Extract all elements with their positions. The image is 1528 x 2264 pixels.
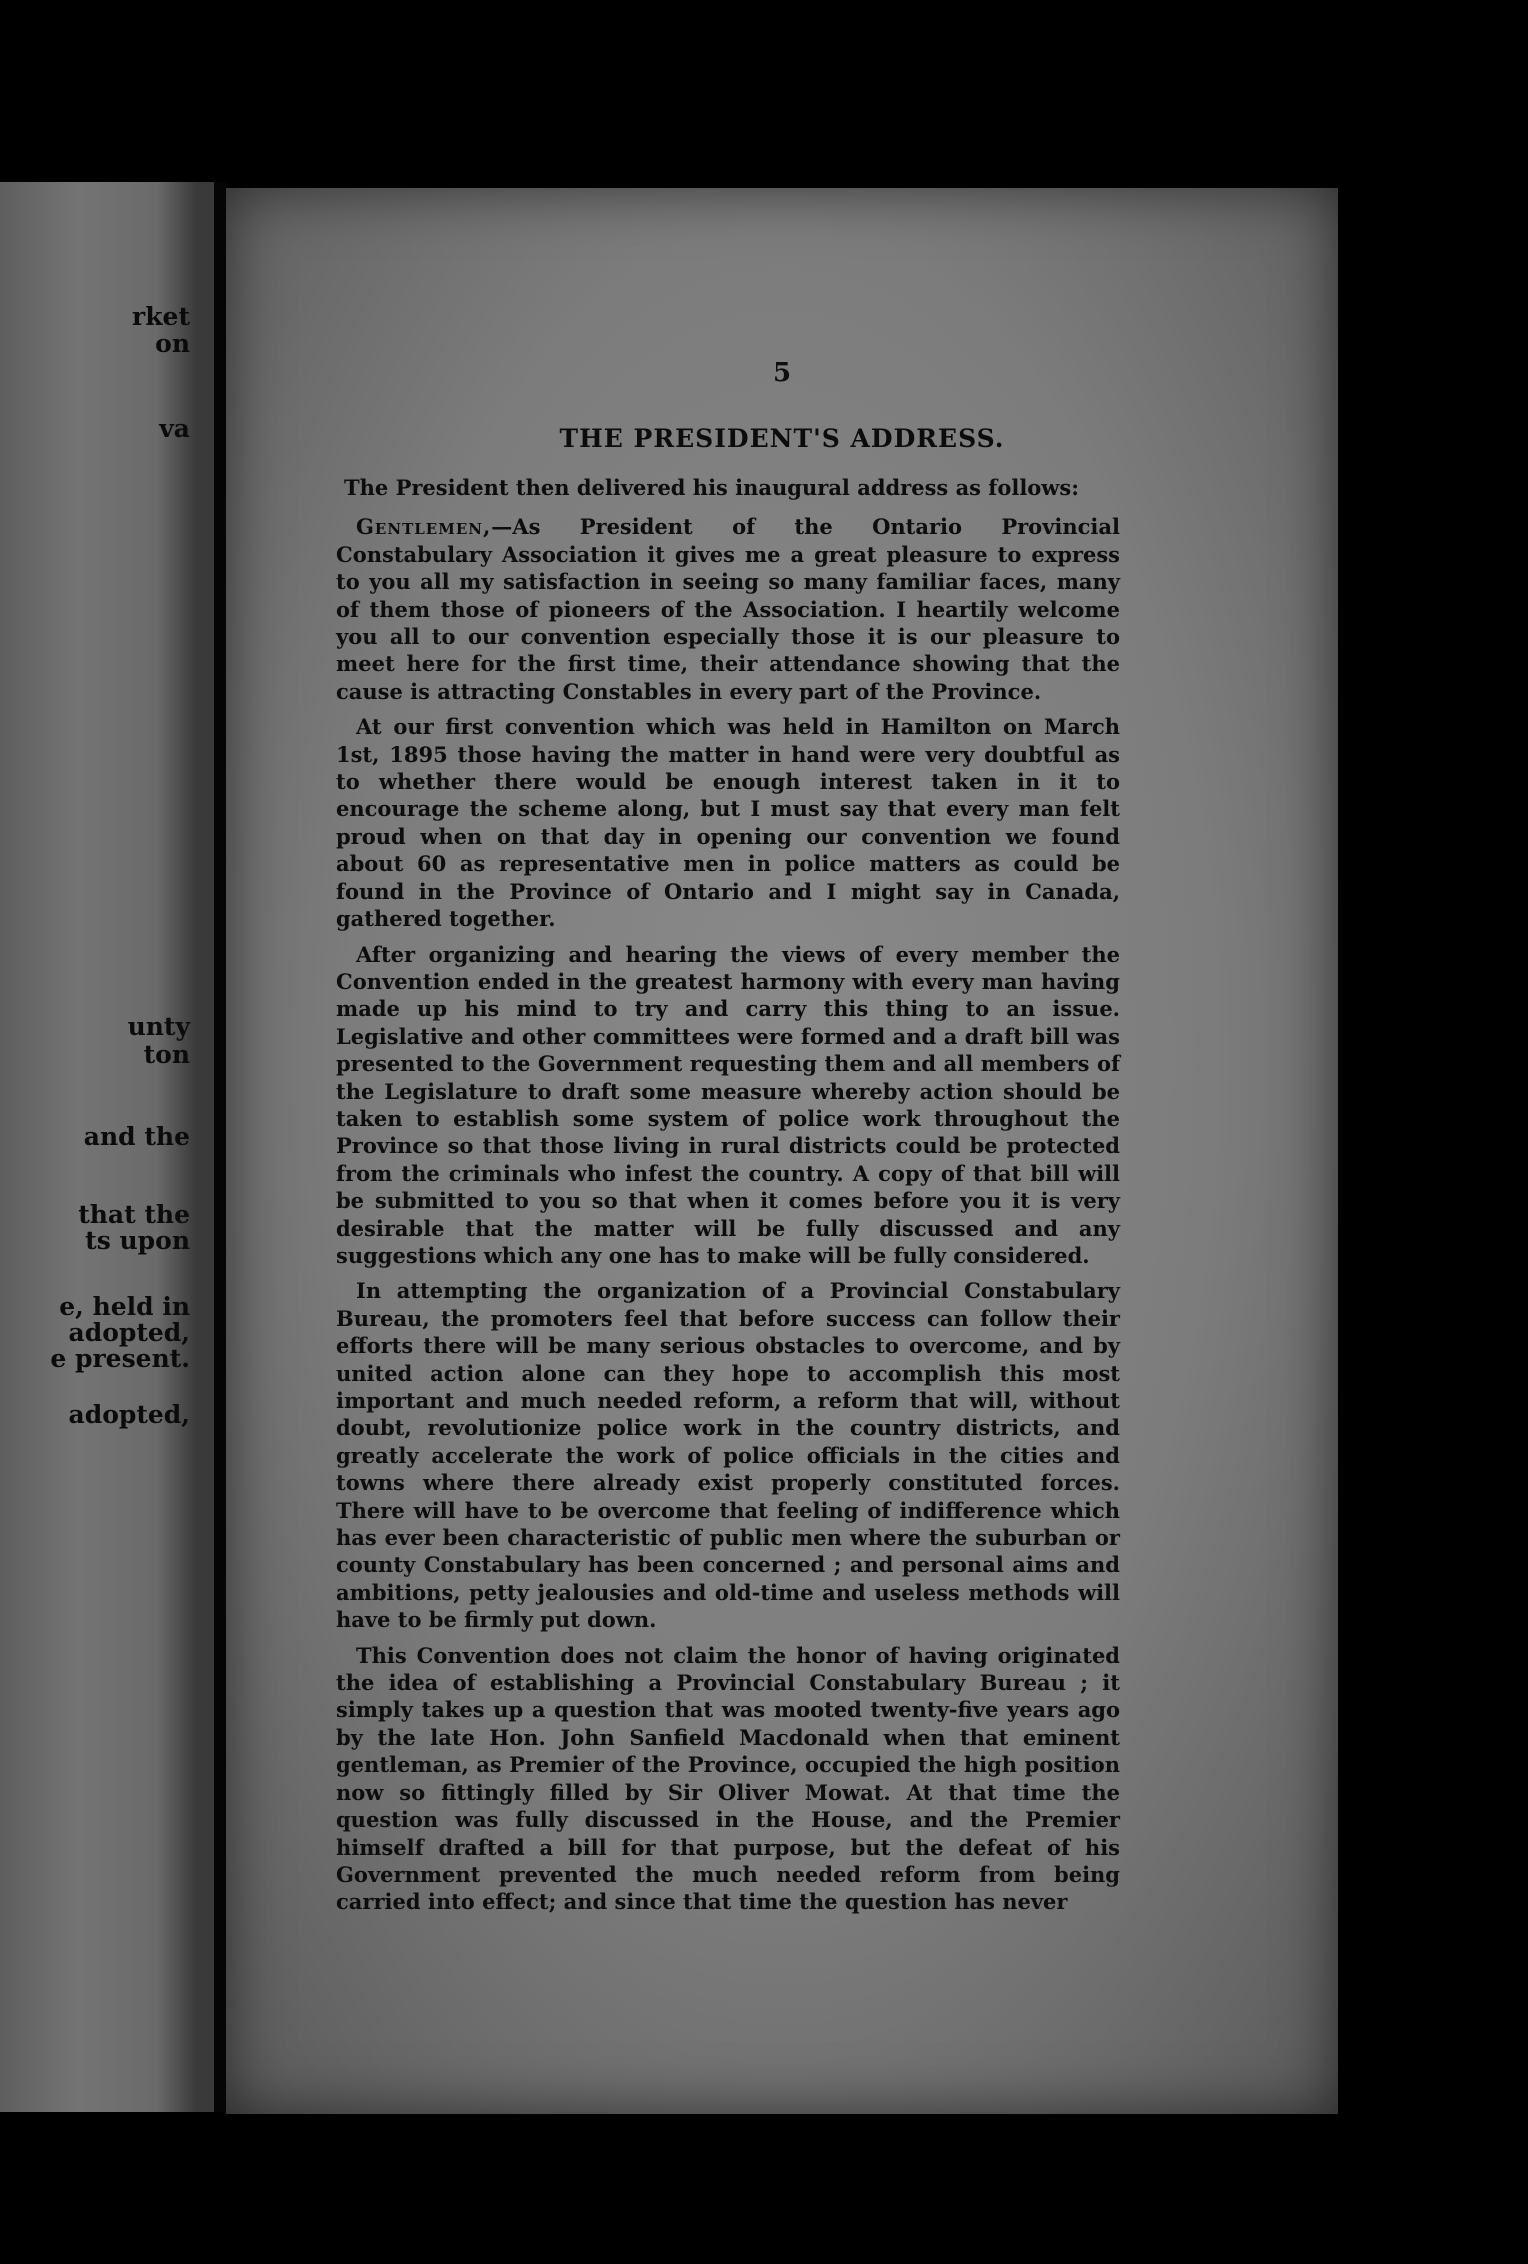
left-page-text-fragment: on: [155, 329, 190, 358]
left-page-text-fragment: ts upon: [85, 1226, 190, 1255]
left-page-text-fragment: va: [159, 414, 190, 443]
main-page: [226, 188, 1338, 2114]
left-page-text-fragment: ton: [143, 1040, 190, 1069]
left-page-text-fragment: adopted,: [68, 1318, 190, 1347]
intro-line: The President then delivered his inaugural address as follows:: [344, 475, 1079, 500]
gutter-shadow: [196, 182, 214, 2112]
left-page-text-fragment: rket: [132, 302, 190, 331]
paragraph-2: At our first convention which was held in Hamilton on March 1st, 1895 those having the matter in hand were very doubtful as to whether there would be enough interest taken in it to encourage the scheme along, but I must say that every man felt proud when on that day in opening our convention we found about 60 as representative men in police matters as could be found in the Province of Ontario and I might say in Canada, gathered together.: [336, 714, 1120, 932]
left-page-text-fragment: that the: [78, 1200, 190, 1229]
salutation: Gentlemen,: [356, 514, 492, 540]
section-title: THE PRESIDENT'S ADDRESS.: [559, 424, 1005, 453]
left-page-text-fragment: adopted,: [68, 1400, 190, 1429]
paragraph-4: In attempting the organization of a Provincial Constabulary Bureau, the promoters feel that before success can follow their efforts there will be many serious obstacles to overcome, and by united action alone can they hope to accomplish this most important and much needed reform, a reform that will, without doubt, revolutionize police work in the country districts, and greatly accelerate the work of police officials in the cities and towns where there already exist properly constituted forces. There will have to be overcome that feeling of indifference which has ever been characteristic of public men where the suburban or county Constabulary has been concerned ; and personal aims and ambitions, petty jealousies and old-time and useless methods will have to be firmly put down.: [336, 1278, 1120, 1633]
left-page-fragment: [0, 182, 196, 2112]
left-page-text-fragment: unty: [127, 1012, 190, 1041]
left-page-text-fragment: e present.: [50, 1344, 190, 1373]
page-number: 5: [772, 358, 792, 388]
left-page-text-fragment: and the: [83, 1122, 190, 1151]
paragraph-5: This Convention does not claim the honor of having originated the idea of establishing a Provincial Constabulary Bureau ; it simply takes up a question that was mooted twenty-five years ago by the late Hon. John Sanfield Macdonald when that eminent gentleman, as Premier of the Province, occupied the high position now so fittingly filled by Sir Oliver Mowat. At that time the question was fully discussed in the House, and the Premier himself drafted a bill for that purpose, but the defeat of his Government prevented the much needed reform from being carried into effect; and since that time the question has never: [336, 1642, 1120, 1915]
left-page-text-fragment: e, held in: [59, 1292, 190, 1321]
gutter-line: [214, 182, 226, 2112]
paragraph-3: After organizing and hearing the views of every member the Convention ended in the greatest harmony with every man having made up his mind to try and carry this thing to an issue. Legislative and other committees were formed and a draft bill was presented to the Government requesting them and all members of the Legislature to draft some measure whereby action should be taken to establish some system of police work throughout the Province so that those living in rural districts could be protected from the criminals who infest the country. A copy of that bill will be submitted to you so that when it comes before you it is very desirable that the matter will be fully discussed and any suggestions which any one has to make will be fully considered.: [336, 941, 1120, 1268]
paragraph-1: [336, 513, 1120, 705]
body-text: [336, 474, 1120, 1924]
paragraph-1-text: —As President of the Ontario Provincial Constabulary Association it gives me a great pleasure to express to you all my satisfaction in seeing so many familiar faces, many of them those of pioneers of the Association. I heartily welcome you all to our convention especially those it is our pleasure to meet here for the first time, their attendance showing that the cause is attracting Constables in every part of the Province.: [336, 514, 1120, 704]
